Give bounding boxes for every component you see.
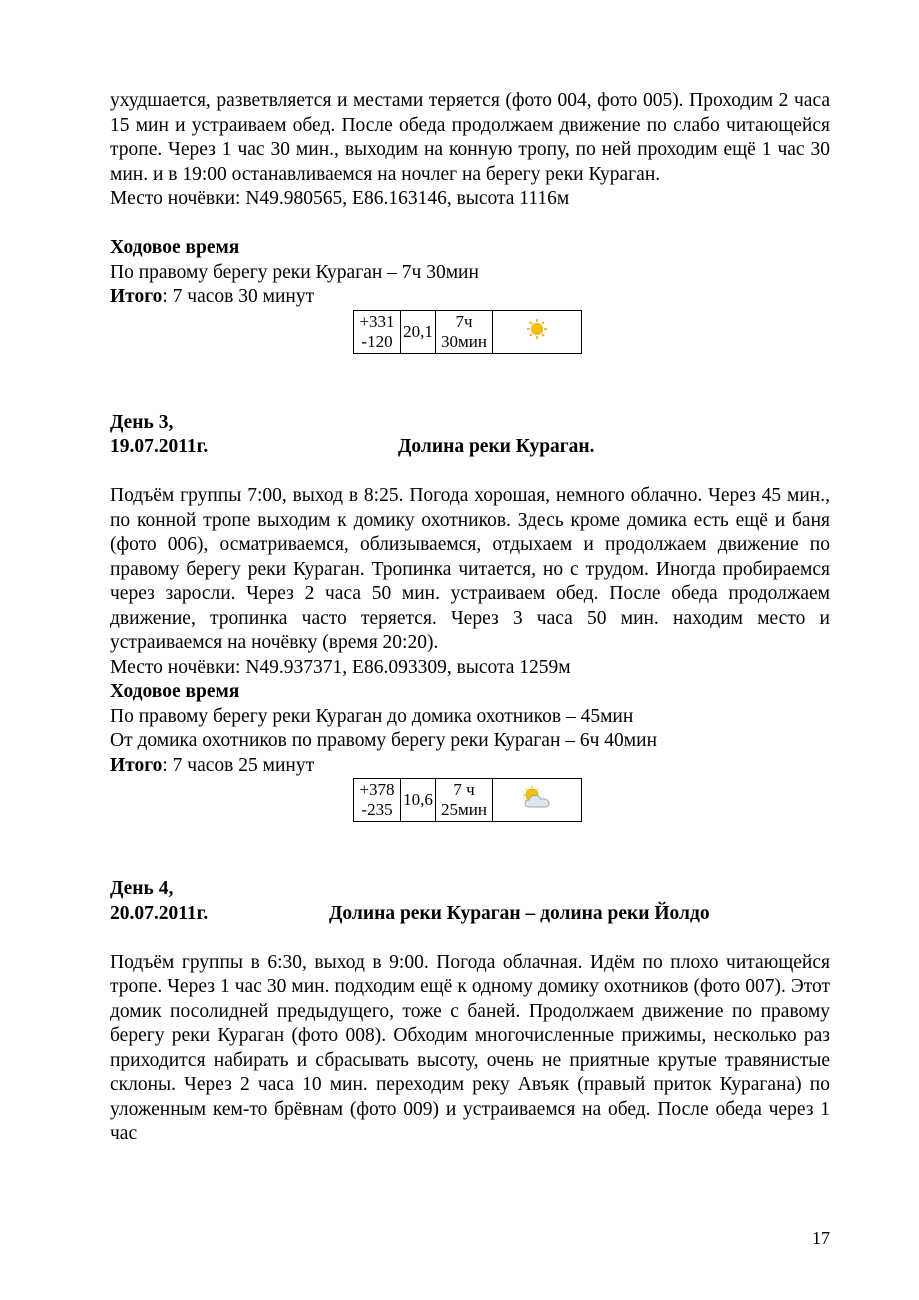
intro-walk-line: По правому берегу реки Кураган – 7ч 30мин: [110, 261, 479, 283]
total-label: Итого: [110, 286, 163, 307]
day3-walk-line: По правому берегу реки Кураган до домика охотников – 45мин: [110, 705, 634, 727]
distance-cell: 20,1: [401, 310, 436, 353]
day3-camp-location: Место ночёвки: N49.937371, E86.093309, высота 1259м: [110, 656, 571, 678]
day3-total: [110, 754, 830, 779]
time-cell: [436, 310, 493, 353]
page-content: [110, 89, 830, 1147]
day3-walk-line: От домика охотников по правому берегу реки Кураган – 6ч 40мин: [110, 730, 658, 751]
day3-paragraph: Подъём группы 7:00, выход в 8:25. Погода хорошая, немного облачно. Через 45 мин., по конной тропе выходим к домику охотников. Здесь кроме домика есть ещё и баня (фото 006), осматриваемся, облизываемся, отдыхаем и продолжаем движение по правому берегу реки Кураган. Тропинка читается, но с трудом. Иногда пробираемся через заросли. Через 2 часа 50 мин. устраиваем обед. После обеда продолжаем движение, тропинка часто теряется. Через 3 часа 50 мин. находим место и устраиваемся на ночёвку (время 20:20).: [110, 485, 830, 653]
time-hours: 7 ч: [453, 780, 475, 799]
time-minutes: 30мин: [441, 331, 487, 351]
altitude-loss: -120: [361, 331, 393, 351]
day4-title: Долина реки Кураган – долина реки Йолдо: [329, 902, 710, 924]
time-cell: [436, 779, 493, 822]
day4-paragraph: Подъём группы в 6:30, выход в 9:00. Погода облачная. Идём по плохо читающейся тропе. Через 1 час 30 мин. подходим ещё к одному домику охотников (фото 007). Этот домик посолидней предыдущего, тоже с баней. Продолжаем движение по правому берегу реки Кураган (фото 008). Обходим многочисленные прижимы, несколько раз приходится набирать и сбрасывать высоту, очень не приятные крутые травянистые склоны. Через 2 часа 10 мин. переходим реку Авъяк (правый приток Курагана) по уложенным кем-то брёвнам (фото 009) и устраиваемся на обед. После обеда через 1 час: [110, 951, 830, 1144]
day4-header: [110, 902, 830, 927]
total-value: : 7 часов 25 минут: [162, 754, 315, 776]
day4-date: 20.07.2011г.: [110, 902, 209, 924]
weather-cell: [493, 779, 582, 822]
day3-title: Долина реки Кураган.: [398, 436, 595, 457]
altitude-cell: [354, 779, 401, 822]
day3-label: День 3,: [110, 411, 174, 433]
intro-walk-heading: Ходовое время: [110, 237, 240, 258]
sun-icon: [526, 318, 548, 340]
altitude-loss: -235: [361, 800, 393, 819]
intro-camp-location: Место ночёвки: N49.980565, E86.163146, высота 1116м: [110, 188, 570, 209]
time-minutes: 25мин: [441, 800, 487, 819]
intro-paragraph: ухудшается, разветвляется и местами теряется (фото 004, фото 005). Проходим 2 часа 15 мин и устраиваем обед. После обеда продолжаем движение по слабо читающейся тропе. Через 1 час 30 мин., выходим на конную тропу, по ней проходим ещё 1 час 30 мин. и в 19:00 останавливаемся на ночлег на берегу реки Кураган.: [110, 90, 830, 185]
weather-table-2: [110, 778, 830, 822]
total-label: Итого: [110, 754, 163, 776]
day3-date: 19.07.2011г.: [110, 436, 209, 457]
day4-label: День 4,: [110, 878, 174, 899]
weather-cell: [493, 310, 582, 353]
time-hours: 7ч: [455, 311, 473, 331]
page-number: 17: [812, 1228, 830, 1248]
day3-header: [110, 435, 830, 460]
altitude-gain: +331: [359, 311, 395, 331]
distance-cell: 10,6: [401, 779, 436, 822]
weather-table-1: [110, 310, 830, 354]
day3-walk-heading: Ходовое время: [110, 681, 240, 702]
intro-total: [110, 285, 830, 310]
partly-cloudy-icon: [520, 786, 554, 810]
altitude-gain: +378: [359, 780, 395, 799]
altitude-cell: [354, 310, 401, 353]
total-value: : 7 часов 30 минут: [162, 286, 315, 307]
